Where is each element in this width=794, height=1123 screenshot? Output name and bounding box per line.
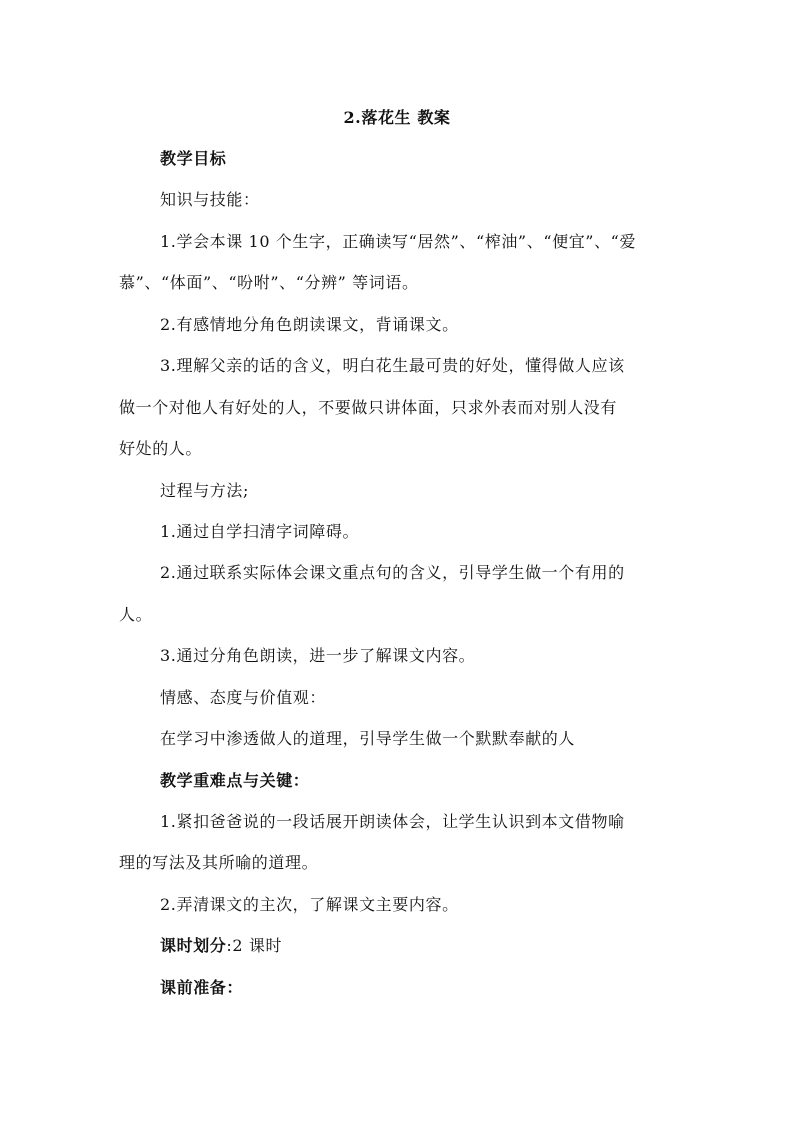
section-heading-preparation: 课前准备： — [160, 978, 244, 997]
schedule-line — [160, 936, 282, 956]
section-heading-objectives: 教学目标 — [160, 149, 227, 168]
schedule-label: 课时划分 — [160, 936, 227, 955]
paragraph-line: 2.通过联系实际体会课文重点句的含义，引导学生做一个有用的 — [160, 563, 625, 582]
paragraph-line: 在学习中渗透做人的道理，引导学生做一个默默奉献的人 — [160, 729, 576, 748]
subheading-knowledge: 知识与技能： — [160, 190, 260, 209]
paragraph-line: 2.有感情地分角色朗读课文，背诵课文。 — [160, 315, 459, 334]
paragraph-line: 3.理解父亲的话的含义，明白花生最可贵的好处，懂得做人应该 — [160, 356, 625, 375]
paragraph-line: 1.学会本课 10 个生字，正确读写“居然”、“榨油”、“便宜”、“爱 — [160, 232, 637, 251]
document-title: 2.落花生 教案 — [343, 108, 451, 127]
subheading-process: 过程与方法; — [160, 481, 249, 500]
paragraph-line: 人。 — [119, 605, 153, 624]
paragraph-line: 慕”、“体面”、“吩咐”、“分辨” 等词语。 — [119, 273, 419, 292]
subheading-emotion: 情感、态度与价值观： — [160, 688, 327, 707]
paragraph-line: 3.通过分角色朗读，进一步了解课文内容。 — [160, 646, 476, 665]
section-heading-keypoints: 教学重难点与关键： — [160, 771, 310, 790]
paragraph-line: 理的写法及其所喻的道理。 — [119, 853, 319, 872]
schedule-value: :2 课时 — [226, 936, 283, 955]
paragraph-line: 做一个对他人有好处的人，不要做只讲体面，只求外表而对别人没有 — [119, 398, 618, 417]
paragraph-line: 2.弄清课文的主次，了解课文主要内容。 — [160, 895, 459, 914]
paragraph-line: 1.通过自学扫清字词障碍。 — [160, 522, 360, 541]
paragraph-line: 1.紧扣爸爸说的一段话展开朗读体会，让学生认识到本文借物喻 — [160, 812, 625, 831]
paragraph-line: 好处的人。 — [119, 439, 203, 458]
